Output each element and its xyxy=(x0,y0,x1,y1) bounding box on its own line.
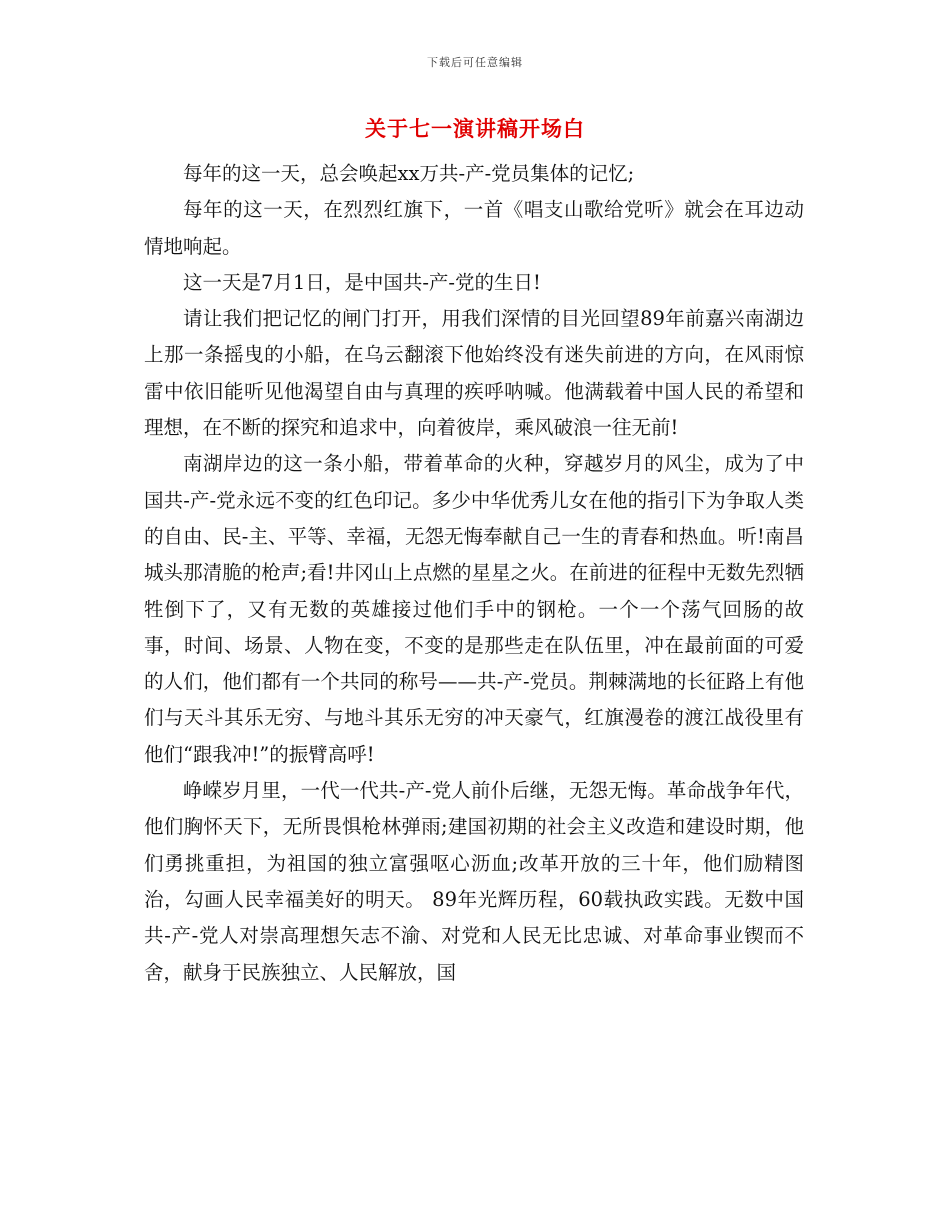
paragraph: 请让我们把记忆的闸门打开，用我们深情的目光回望89年前嘉兴南湖边上那一条摇曳的小船，在乌云翻滚下他始终没有迷失前进的方向，在风雨惊雷中依旧能听见他渴望自由与真理的疾呼呐喊。他满载着中国人民的希望和理想，在不断的探究和追求中，向着彼岸，乘风破浪一往无前! xyxy=(144,307,804,440)
paragraph: 南湖岸边的这一条小船，带着革命的火种，穿越岁月的风尘，成为了中国共-产-党永远不变的红色印记。多少中华优秀儿女在他的指引下为争取人类的自由、民-主、平等、幸福，无怨无悔奉献自己一生的青春和热血。听!南昌城头那清脆的枪声;看!井冈山上点燃的星星之火。在前进的征程中无数先烈牺牲倒下了，又有无数的英雄接过他们手中的钢枪。一个一个荡气回肠的故事，时间、场景、人物在变，不变的是那些走在队伍里，冲在最前面的可爱的人们，他们都有一个共同的称号——共-产-党员。荆棘满地的长征路上有他们与天斗其乐无穷、与地斗其乐无穷的冲天豪气，红旗漫卷的渡江战役里有他们“跟我冲!”的振臂高呼! xyxy=(144,452,804,766)
header-note: 下载后可任意编辑 xyxy=(427,56,523,69)
document-body xyxy=(144,156,804,991)
document-title: 关于七一演讲稿开场白 xyxy=(365,117,585,141)
paragraph: 每年的这一天，总会唤起xx万共-产-党员集体的记忆; xyxy=(183,162,635,185)
paragraph: 每年的这一天，在烈烈红旗下，一首《唱支山歌给党听》就会在耳边动情地响起。 xyxy=(144,198,804,258)
paragraph: 峥嵘岁月里，一代一代共-产-党人前仆后继，无怨无悔。革命战争年代，他们胸怀天下，无所畏惧枪林弹雨;建国初期的社会主义改造和建设时期，他们勇挑重担，为祖国的独立富强呕心沥血;改革开放的三十年，他们励精图治，勾画人民幸福美好的明天。 89年光辉历程，60载执政实践。无数中国共-产-党人对崇高理想矢志不渝、对党和人民无比忠诚、对革命事业锲而不舍，献身于民族独立、人民解放，国 xyxy=(144,779,804,984)
paragraph: 这一天是7月1日，是中国共-产-党的生日! xyxy=(183,270,541,294)
